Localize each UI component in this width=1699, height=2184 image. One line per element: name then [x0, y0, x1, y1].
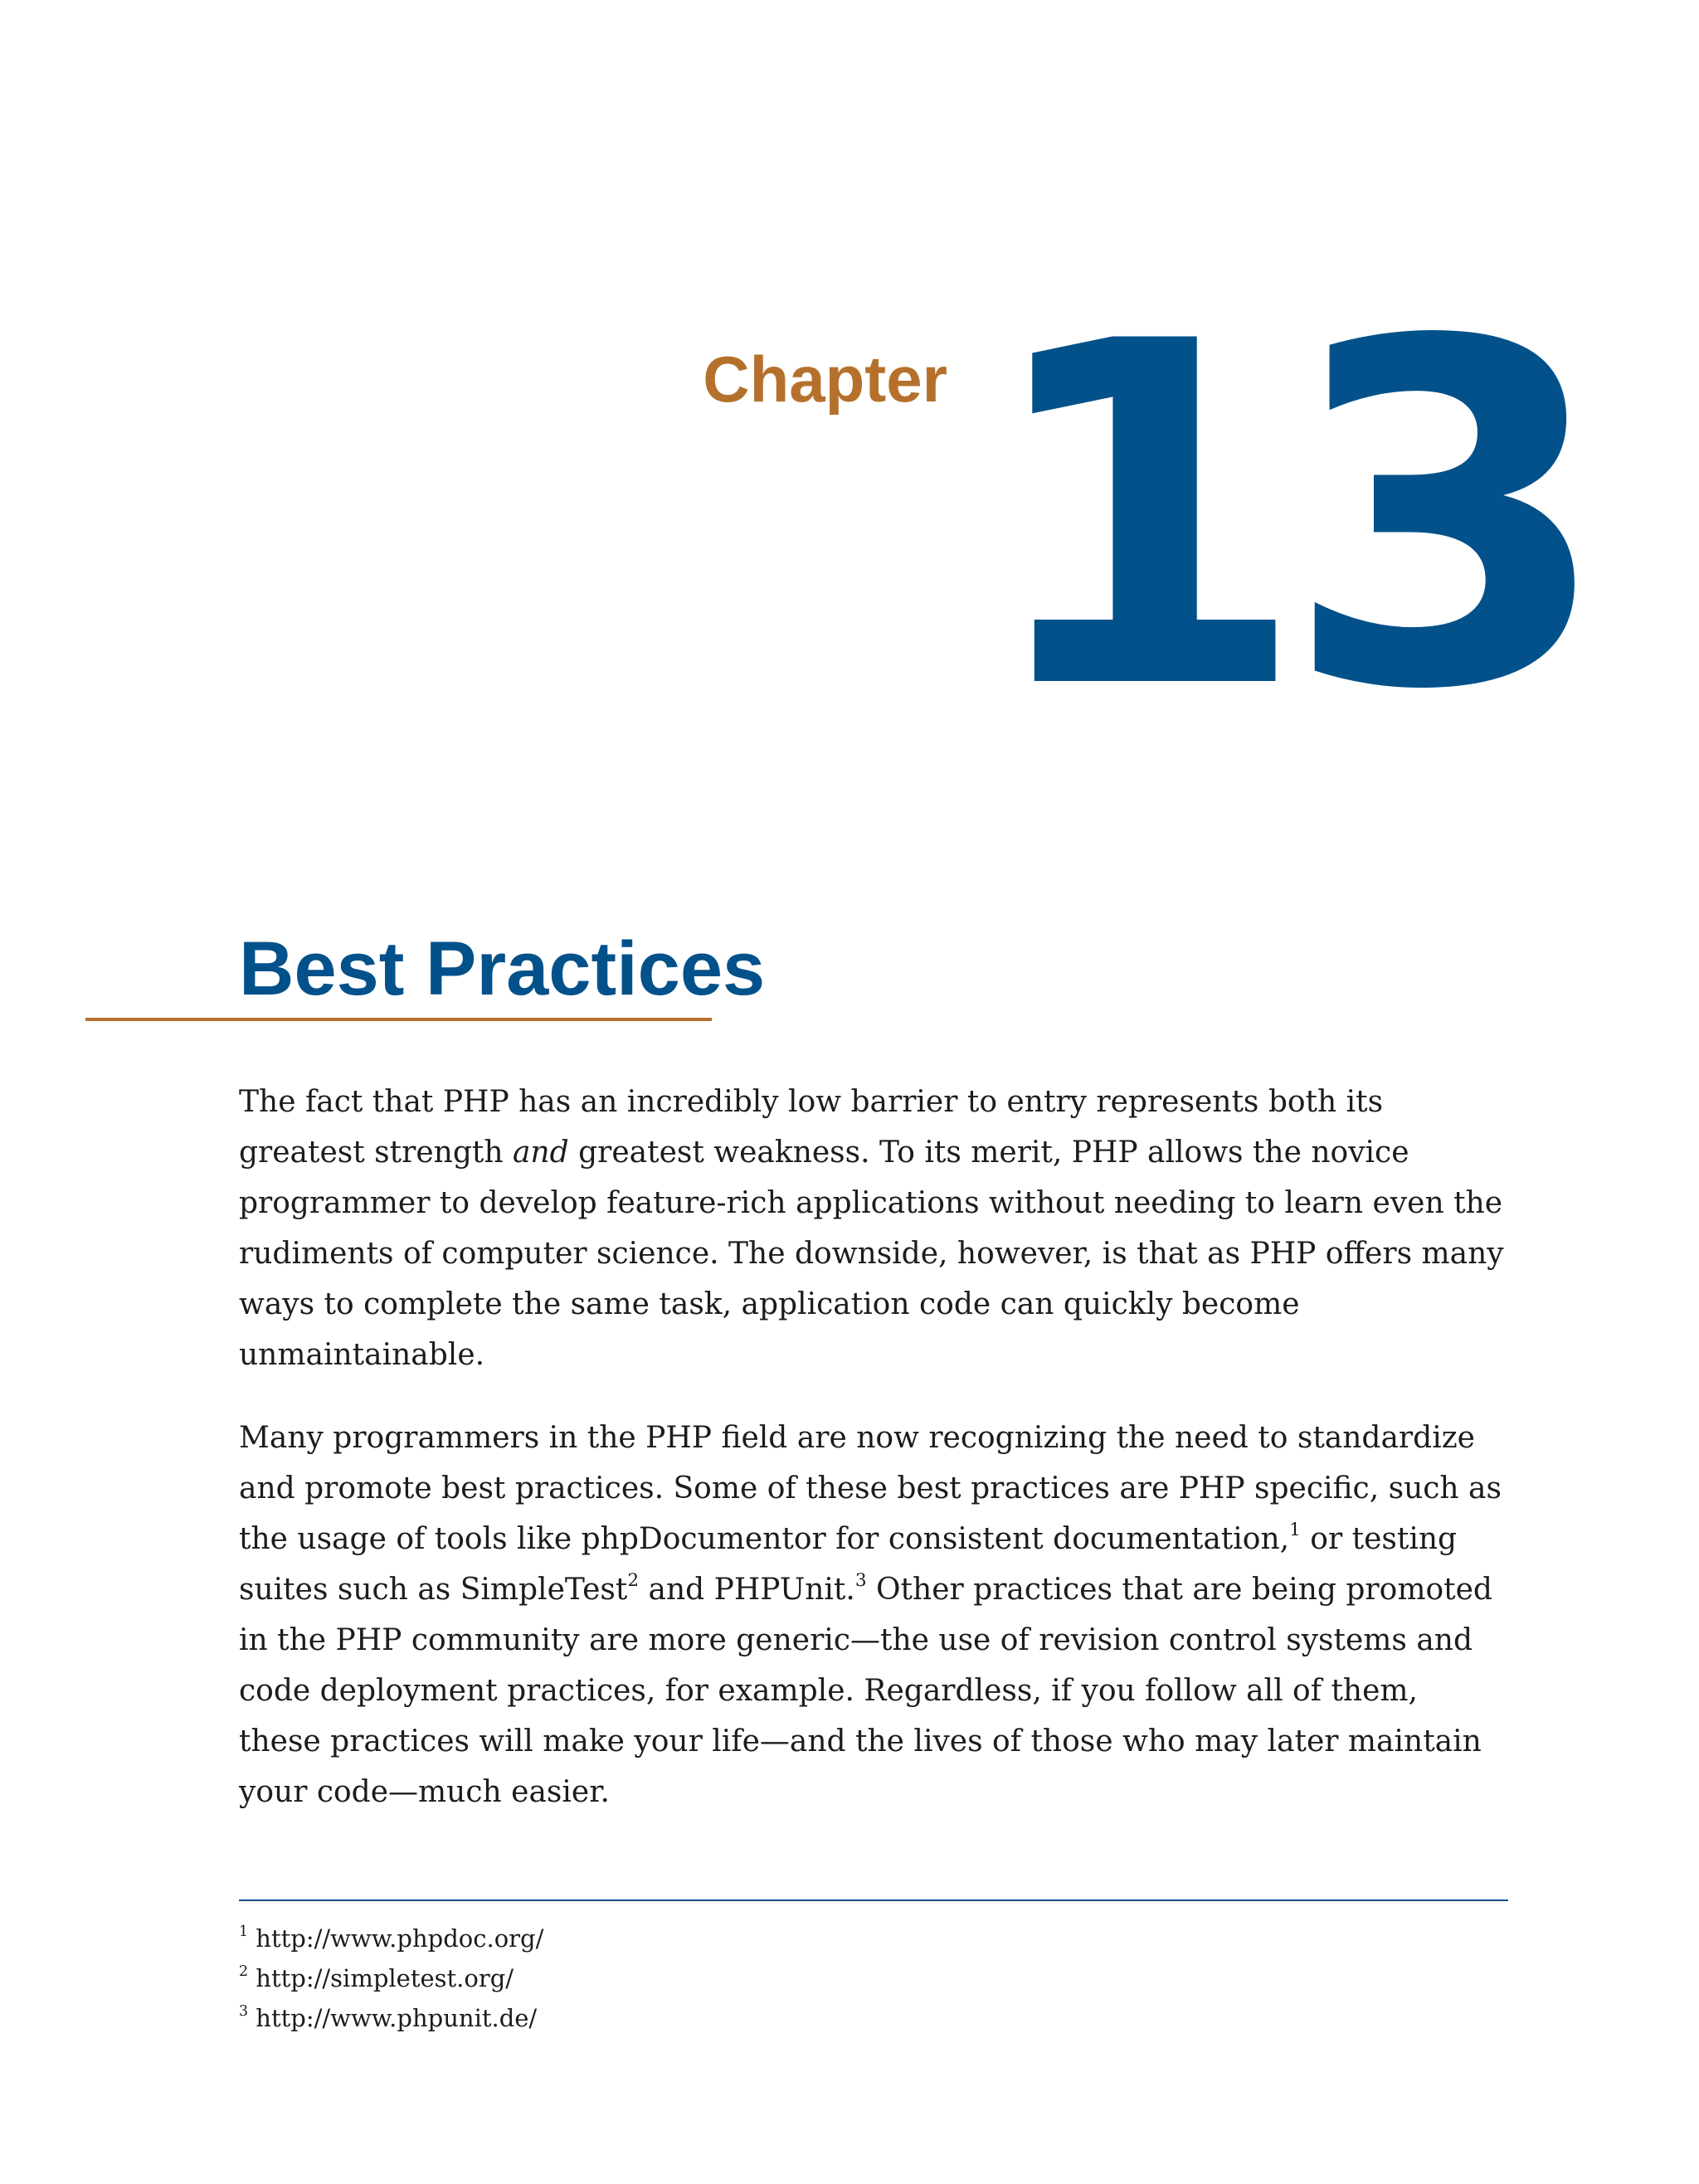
footnote-1-marker: 1 — [239, 1923, 249, 1940]
footnote-2-marker: 2 — [239, 1963, 249, 1980]
paragraph-1-text-b: greatest weakness. To its merit, PHP allows the novice programmer to develop feature-rich applications without needing to learn even the rudiments of computer science. The downside, however, is that as PHP offers many ways to complete the same task, application code can quickly become unmaintainable. — [239, 1136, 1504, 1372]
paragraph-1-emphasis: and — [512, 1136, 569, 1170]
footnote-ref-2[interactable]: 2 — [627, 1569, 640, 1591]
section-title: Best Practices — [239, 927, 766, 1011]
footnote-3-marker: 3 — [239, 2002, 249, 2020]
paragraph-1-text-a: The fact that PHP has an incredibly low barrier to entry represents both its greatest strength — [239, 1085, 1384, 1170]
body-text — [239, 1077, 1508, 1850]
paragraph-2-text-d: Other practices that are being promoted in the PHP community are more generic—the use of revision control systems and code deployment practices, for example. Regardless, if you follow all of them, these practices will make your life—and the lives of those who may later maintain your code—much easier. — [239, 1573, 1492, 1809]
footnote-1 — [239, 1919, 1508, 1958]
footnote-3 — [239, 1998, 1508, 2038]
footnote-2 — [239, 1958, 1508, 1998]
footnote-2-link[interactable]: http://simpletest.org/ — [256, 1964, 514, 1992]
paragraph-2-text-b: or testing suites such as SimpleTest — [239, 1522, 1458, 1607]
title-underline — [85, 1018, 712, 1021]
chapter-label: Chapter — [703, 343, 947, 416]
footnotes — [239, 1919, 1508, 2038]
footnote-1-link[interactable]: http://www.phpdoc.org/ — [256, 1924, 544, 1953]
paragraph-2 — [239, 1413, 1508, 1817]
footnote-ref-1[interactable]: 1 — [1289, 1519, 1301, 1540]
chapter-number: 13 — [979, 243, 1588, 793]
paragraph-1 — [239, 1077, 1508, 1380]
footnote-3-link[interactable]: http://www.phpunit.de/ — [256, 2004, 538, 2032]
paragraph-2-text-c: and PHPUnit. — [639, 1573, 855, 1607]
paragraph-2-text-a: Many programmers in the PHP field are now recognizing the need to standardize and promote best practices. Some of these best practices are PHP specific, such as the usage of tools like phpDocumentor for consistent documentation, — [239, 1421, 1502, 1556]
footnote-rule — [239, 1899, 1508, 1901]
footnote-ref-3[interactable]: 3 — [854, 1569, 867, 1591]
